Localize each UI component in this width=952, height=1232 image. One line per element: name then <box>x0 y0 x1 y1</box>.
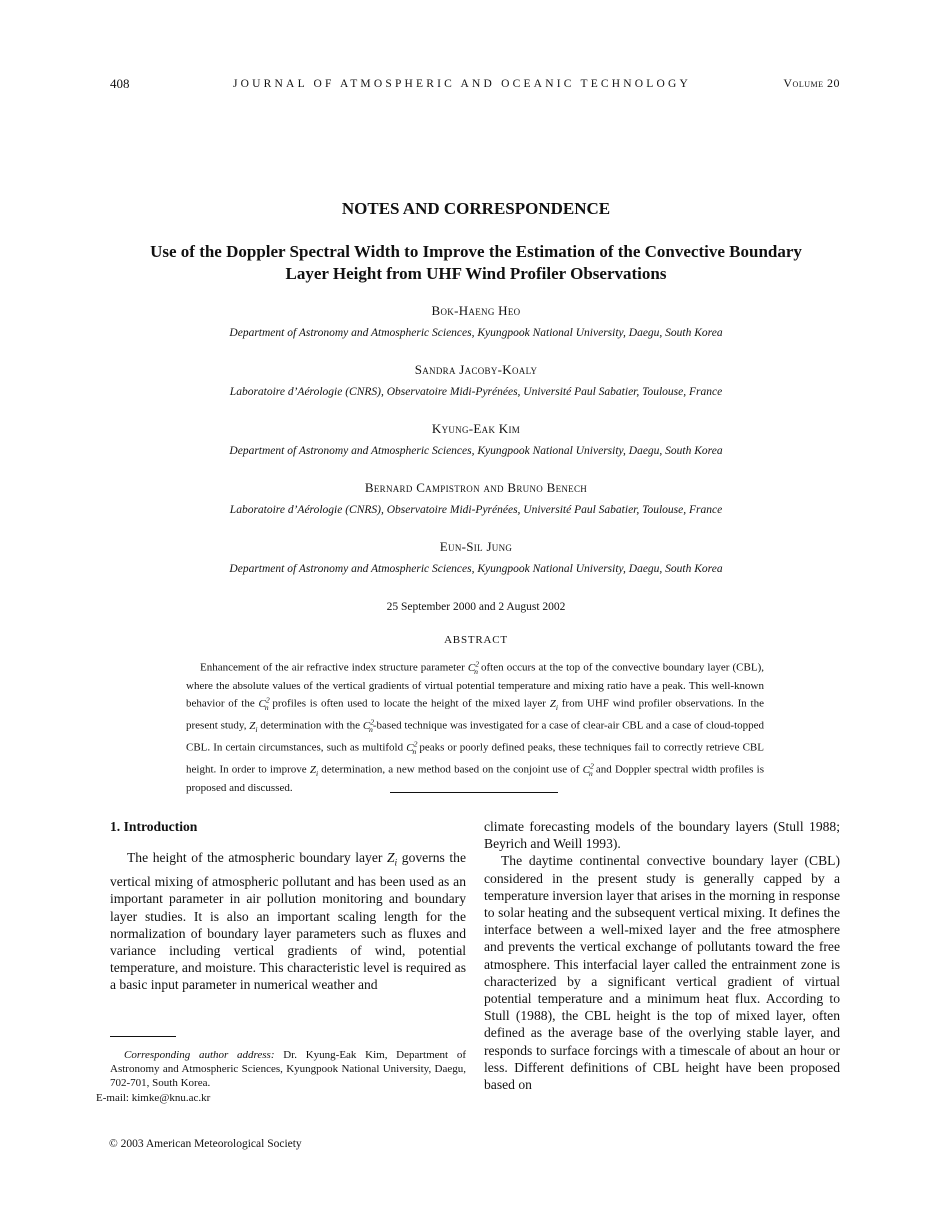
author-name: Bok-Haeng Heo <box>431 303 521 318</box>
author-affiliation: Laboratoire d’Aérologie (CNRS), Observatoire Midi-Pyrénées, Université Paul Sabatier, Toulouse, France <box>229 504 723 516</box>
footnote-rule <box>110 1036 176 1037</box>
section-heading: NOTES AND CORRESPONDENCE <box>341 199 611 218</box>
author-affiliation: Department of Astronomy and Atmospheric Sciences, Kyungpook National University, Daegu, South Korea <box>229 445 723 457</box>
author-name: Eun-Sil Jung <box>439 539 513 554</box>
author-name: Kyung-Eak Kim <box>431 421 521 436</box>
section-divider <box>390 792 558 793</box>
page-number: 408 <box>110 76 130 91</box>
left-column <box>110 818 466 994</box>
author-affiliation: Department of Astronomy and Atmospheric Sciences, Kyungpook National University, Daegu, South Korea <box>229 563 723 575</box>
author-email: E-mail: kimke@knu.ac.kr <box>96 1091 211 1104</box>
corresponding-author-footnote: Corresponding author address: Dr. Kyung-Eak Kim, Department of Astronomy and Atmospheric Sciences, Kyungpook National University, Daegu, 702-701, South Korea. E-mail: kimke@knu.ac.kr <box>96 1049 466 1104</box>
received-dates: 25 September 2000 and 2 August 2002 <box>386 601 566 613</box>
volume-label: Volume 20 <box>783 76 840 90</box>
author-name: Bernard Campistron and Bruno Benech <box>364 480 588 495</box>
intro-paragraph: The daytime continental convective boundary layer (CBL) considered in the present study is generally capped by a temperature inversion layer that arises in the morning in response to solar heating and the subsequent vertical mixing. It defines the interface between a well-mixed layer and the free atmosphere and prevents the vertical exchange of pollutants toward the free atmosphere. This interfacial layer called the entrainment zone is characterized by a significant vertical gradient of virtual potential temperature and a minimum heat flux. According to Stull (1988), the CBL height is the top of mixed layer, often defined as the average base of the overlying stable layer, and responds to surface forcings with a timescale of about an hour or less. Different definitions of CBL height have been proposed based on <box>484 853 840 1093</box>
copyright-notice: © 2003 American Meteorological Society <box>109 1138 302 1150</box>
paper-title: Use of the Doppler Spectral Width to Improve the Estimation of the Convective Boundary Layer Height from UHF Wind Profiler Observations <box>150 242 802 283</box>
author-name: Sandra Jacoby-Koaly <box>414 362 538 377</box>
journal-name: JOURNAL OF ATMOSPHERIC AND OCEANIC TECHNOLOGY <box>233 78 692 90</box>
author-affiliation: Department of Astronomy and Atmospheric Sciences, Kyungpook National University, Daegu, South Korea <box>229 327 723 339</box>
abstract-heading: ABSTRACT <box>444 634 508 646</box>
intro-paragraph: The height of the atmospheric boundary layer $Z_i$ governs the vertical mixing of atmospheric pollutant and has been used as an important parameter in air pollution monitoring and boundary layer studies. It is also an important scaling length for the normalization of boundary layer parameters such as fluxes and variance including vertical gradients of wind, potential temperature, and moisture. This characteristic level is required as a basic input parameter in numerical weather and <box>110 850 466 993</box>
intro-paragraph-continued: climate forecasting models of the boundary layers (Stull 1988; Beyrich and Weill 1993). <box>484 819 840 852</box>
author-affiliation: Laboratoire d’Aérologie (CNRS), Observatoire Midi-Pyrénées, Université Paul Sabatier, Toulouse, France <box>229 386 723 398</box>
abstract-text: Enhancement of the air refractive index structure parameter $C^2_n$ often occurs at the top of the convective boundary layer (CBL), where the absolute values of the vertical gradients of virtual potential temperature and mixing ratio have a peak. This well-known behavior of the $C^2_n$ profiles is often used to locate the height of the mixed layer $Z_i$ from UHF wind profiler observations. In the present study, $Z_i$ determination with the $C^2_n$-based technique was investigated for a case of clear-air CBL and a case of cloud-topped CBL. In certain circumstances, such as multifold $C^2_n$ peaks or poorly defined peaks, these techniques fail to correctly retrieve CBL height. In order to improve $Z_i$ determination, a new method based on the conjoint use of $C^2_n$ and Doppler spectral width profiles is proposed and discussed. <box>186 659 765 795</box>
introduction-heading: 1. Introduction <box>110 819 198 834</box>
right-column <box>484 818 840 1093</box>
